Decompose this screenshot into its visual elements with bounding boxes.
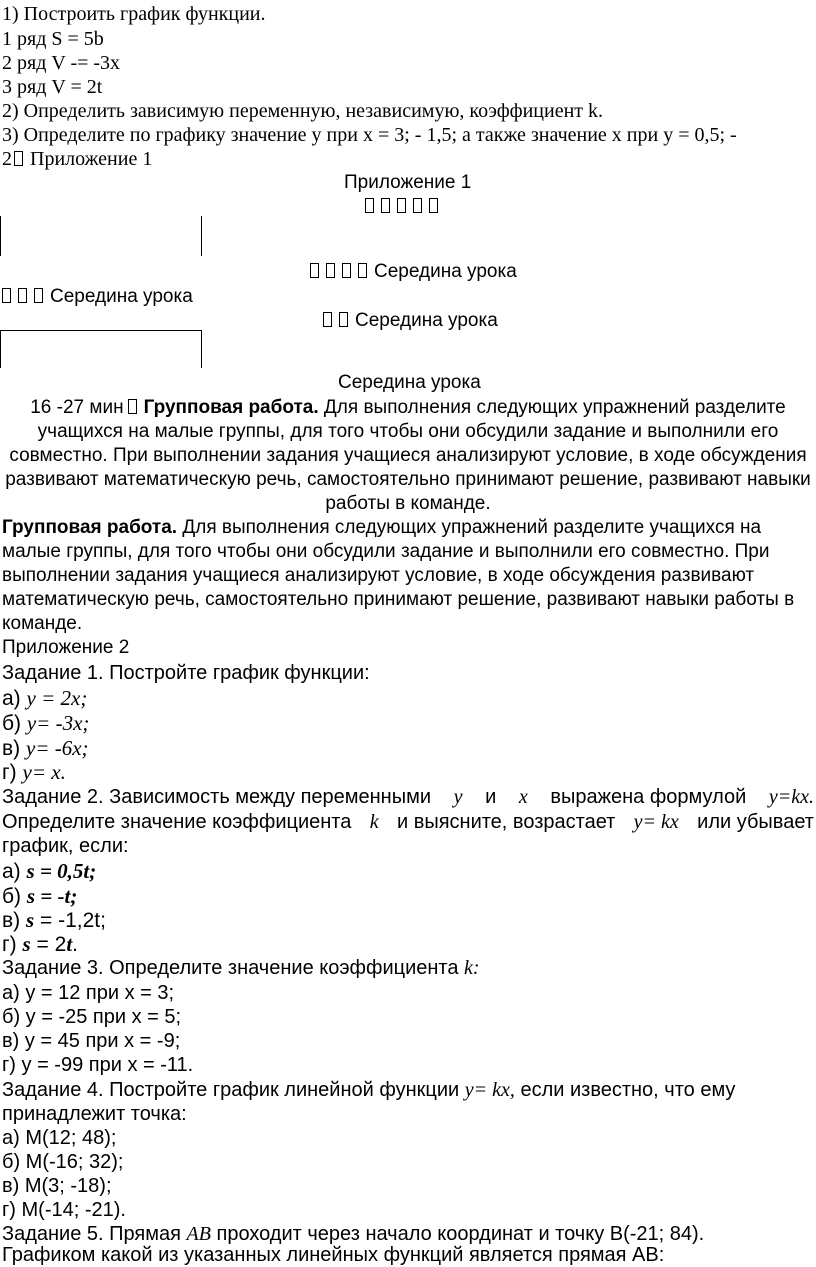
- task3-item-c: в) y = 45 при x = -9;: [2, 1030, 181, 1052]
- task2-line-2: Определите значение коэффициента k и выясните, возрастает y= kx или убывает: [2, 811, 814, 833]
- intro-line-7-num: 2: [2, 148, 12, 170]
- diagram-line: [201, 330, 202, 368]
- diagram-line: [201, 216, 202, 256]
- missing-glyph-icon: [2, 288, 11, 303]
- task4-item-a: а) М(12; 48);: [2, 1127, 117, 1149]
- intro-line-6: 3) Определите по графику значение у при х = 3; - 1,5; а также значение х при у = 0,5; -: [2, 124, 737, 146]
- task2-item-d: г) s = 2t.: [2, 932, 78, 956]
- task1-item-a: а) y = 2x;: [2, 686, 88, 710]
- missing-glyph-icon: [365, 198, 374, 213]
- missing-glyph-icon: [339, 312, 348, 327]
- missing-glyph-icon: [34, 288, 43, 303]
- intro-line-7-appendix: Приложение 1: [30, 148, 153, 170]
- missing-glyph-icon: [310, 263, 319, 278]
- task4-item-c: в) М(3; -18);: [2, 1175, 112, 1197]
- appendix-2-heading: Приложение 2: [2, 637, 130, 658]
- group-work-centered: [0, 396, 816, 516]
- task2-item-b: б) s = -t;: [2, 884, 78, 908]
- task4-item-b: б) М(-16; 32);: [2, 1151, 124, 1173]
- group-work-heading: Групповая работа.: [143, 397, 319, 418]
- diagram-line: [0, 216, 1, 256]
- missing-glyph-icon: [358, 263, 367, 278]
- intro-line-5: 2) Определить зависимую переменную, независимую, коэффициент k.: [2, 100, 604, 122]
- group-work-time: 16 -27 мин: [30, 397, 124, 418]
- diagram-label-text: Середина урока: [50, 286, 193, 307]
- task1-item-c: в) y= -6x;: [2, 736, 89, 760]
- intro-line-1: 1) Построить график функции.: [2, 3, 266, 25]
- missing-glyph-icon: [381, 198, 390, 213]
- task2-item-a: а) s = 0,5t;: [2, 859, 97, 883]
- task2-item-c: в) s = -1,2t;: [2, 908, 106, 932]
- missing-glyph-icon: [18, 288, 27, 303]
- group-work-heading: Групповая работа.: [2, 517, 178, 538]
- missing-glyph-icon: [342, 263, 351, 278]
- diagram-label-text: Середина урока: [374, 261, 517, 282]
- missing-glyph-icon: [128, 399, 137, 414]
- missing-glyph-icon: [397, 198, 406, 213]
- missing-glyph-icon: [429, 198, 438, 213]
- diagram-label-right-mid: [323, 310, 498, 332]
- diagram-line: [0, 330, 1, 368]
- diagram-title: Приложение 1: [344, 172, 472, 193]
- task3-item-a: а) y = 12 при x = 3;: [2, 982, 175, 1004]
- group-work-text: Для выполнения следующих упражнений разделите учащихся на малые группы, для того чтобы они обсудили задание и выполнили его совместно. При выполнении задания учащиеся анализируют условие, в ходе обсуждения развивают математическую речь, самостоятельно принимают решение, развивают навыки работы в команде.: [2, 517, 795, 634]
- task2-line-3: график, если:: [2, 835, 129, 857]
- task1-item-d: г) y= x.: [2, 760, 66, 784]
- task3-item-d: г) y = -99 при x = -11.: [2, 1054, 194, 1076]
- diagram-label-right-top: [310, 261, 517, 283]
- task1-item-b: б) y= -3x;: [2, 711, 90, 735]
- diagram-label-left: [2, 286, 193, 308]
- task1-title: Задание 1. Постройте график функции:: [2, 662, 370, 684]
- diagram-label-center: Середина урока: [338, 372, 481, 393]
- intro-line-2: 1 ряд S = 5b: [2, 28, 104, 50]
- diagram-line: [0, 330, 201, 331]
- task5-line-2: Графиком какой из указанных линейных функций является прямая АВ:: [2, 1244, 665, 1266]
- intro-line-4: 3 ряд V = 2t: [2, 76, 103, 98]
- intro-line-7: [2, 147, 152, 171]
- group-work-left: [2, 516, 814, 636]
- task5-line-1: Задание 5. Прямая AB проходит через начало координат и точку В(-21; 84).: [2, 1223, 705, 1245]
- missing-glyph-icon: [323, 312, 332, 327]
- task2-line-1: Задание 2. Зависимость между переменными y и x выражена формулой y=kx.: [2, 786, 814, 808]
- task4-line-1: Задание 4. Постройте график линейной функции y= kx, если известно, что ему: [2, 1079, 736, 1101]
- intro-line-3: 2 ряд V -= -3x: [2, 52, 121, 74]
- task4-item-d: г) М(-14; -21).: [2, 1199, 126, 1221]
- group-work-text: Для выполнения следующих упражнений разделите учащихся на малые группы, для того чтобы они обсудили задание и выполнили его совместно. При выполнении задания учащиеся анализируют условие, в ходе обсуждения развивают математическую речь, самостоятельно принимают решение, развивают навыки работы в команде.: [5, 397, 811, 514]
- missing-glyph-icon: [326, 263, 335, 278]
- task3-title: Задание 3. Определите значение коэффициента k:: [2, 957, 480, 979]
- diagram-glyph-row: [365, 198, 445, 217]
- task4-line-2: принадлежит точка:: [2, 1103, 187, 1125]
- missing-glyph-icon: [413, 198, 422, 213]
- diagram-label-text: Середина урока: [355, 310, 498, 331]
- task3-item-b: б) y = -25 при x = 5;: [2, 1006, 182, 1028]
- missing-glyph-icon: [14, 151, 23, 166]
